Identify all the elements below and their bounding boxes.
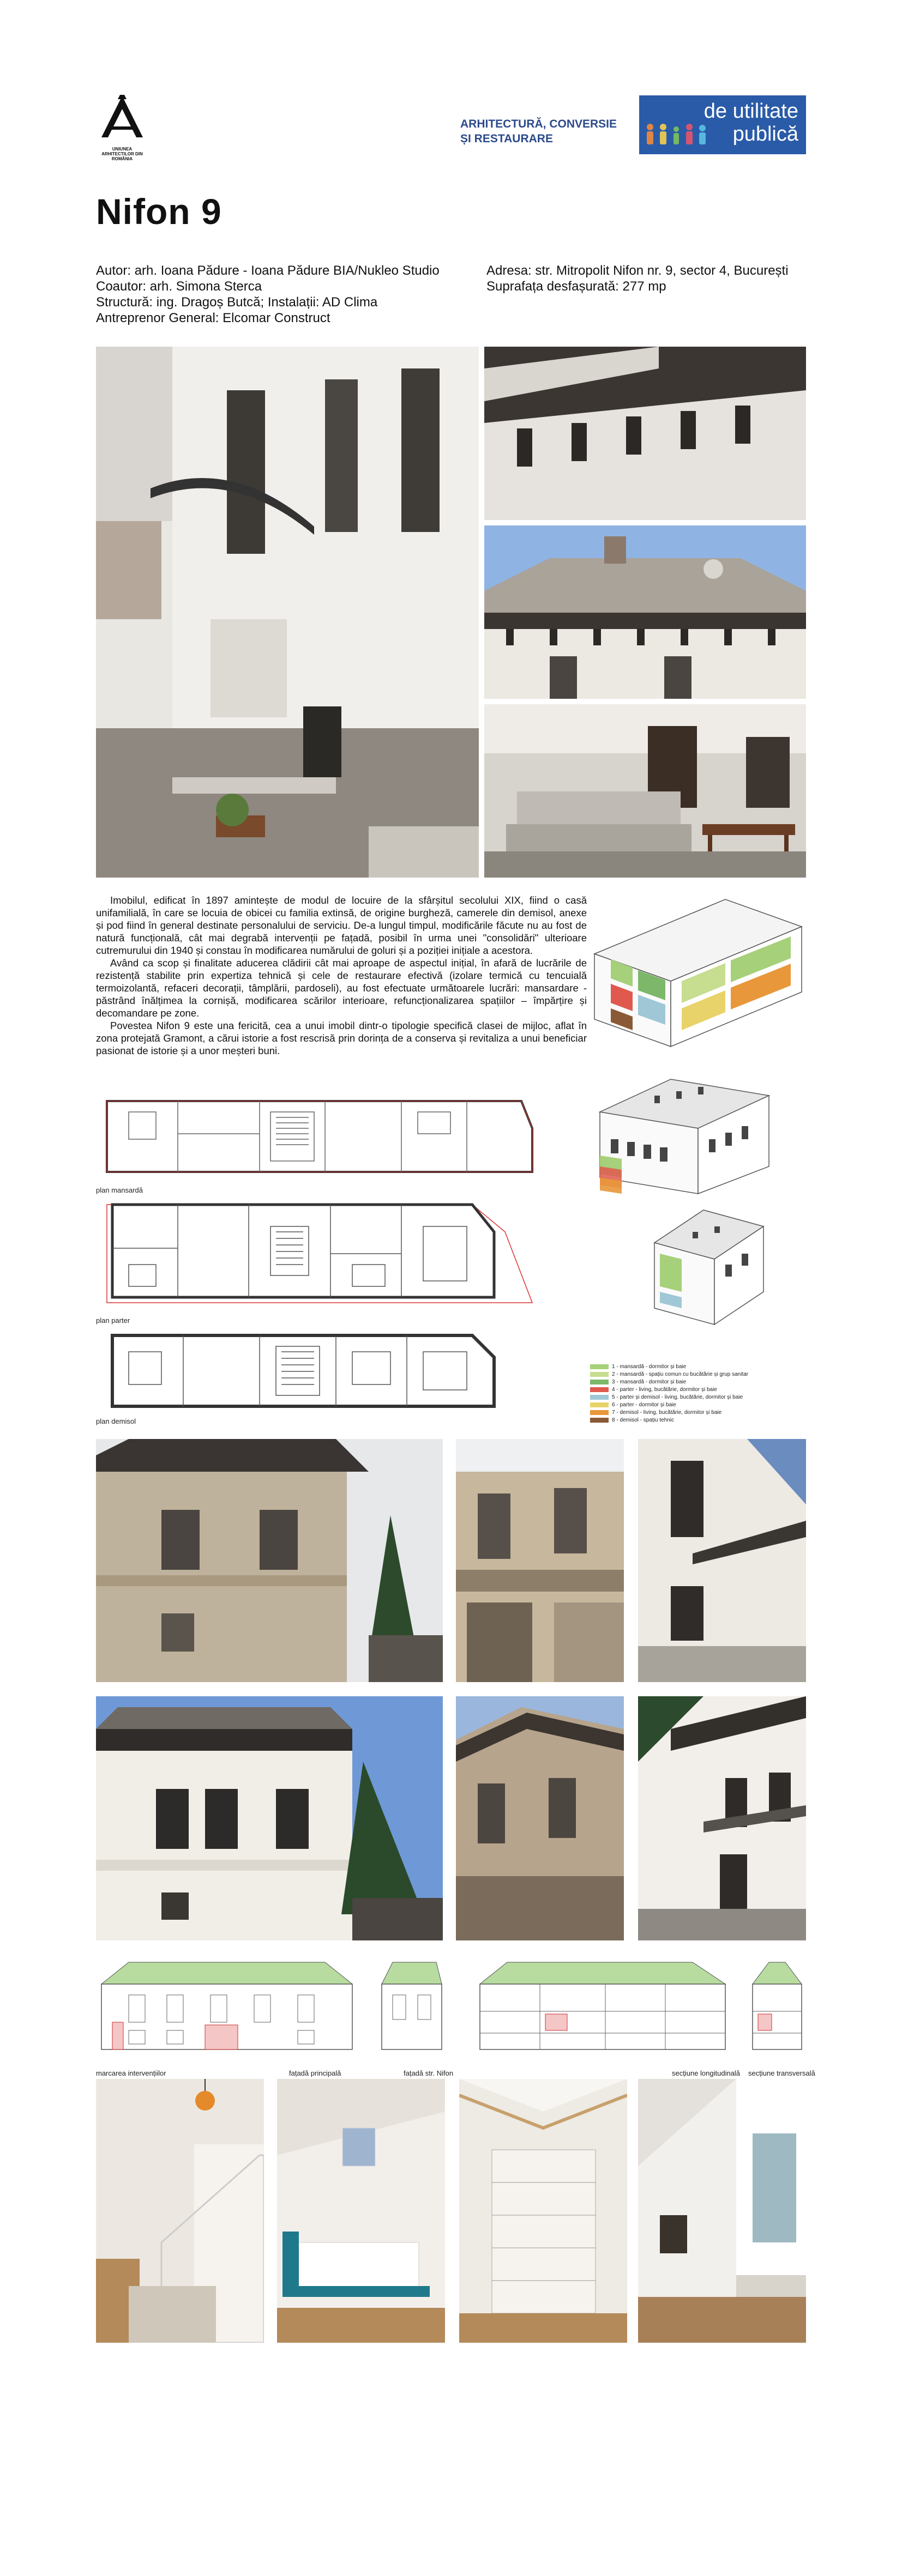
color-legend xyxy=(590,1363,754,1424)
interior-attic-room-photo xyxy=(638,2079,806,2343)
legend-item xyxy=(590,1416,754,1424)
legend-label: 5 - parter și demisol - living, bucătărie, dormitor și baie xyxy=(612,1394,743,1400)
legend-item xyxy=(590,1363,754,1370)
category-label xyxy=(460,117,617,146)
cross-section-label: secțiune transversală xyxy=(748,2069,815,2077)
axonometric-building-diagram xyxy=(589,1063,807,1199)
legend-swatch xyxy=(590,1410,609,1415)
project-credits xyxy=(96,263,440,326)
cornice-detail-photo xyxy=(484,347,806,520)
structure-line: Structură: ing. Dragoș Butcă; Instalații: AD Clima xyxy=(96,295,378,310)
longitudinal-section xyxy=(474,1951,731,2055)
badge-line-1: de utilitate xyxy=(703,100,798,123)
uar-logo xyxy=(96,94,148,161)
attic-floor-plan xyxy=(96,1090,543,1183)
interventions-label: marcarea intervențiilor xyxy=(96,2069,166,2077)
attic-plan-label: plan mansardă xyxy=(96,1186,143,1194)
long-section-label: secțiune longitudinală xyxy=(672,2069,741,2077)
legend-swatch xyxy=(590,1372,609,1377)
interior-shelving-photo xyxy=(459,2079,627,2343)
legend-label: 3 - mansardă - dormitor și baie xyxy=(612,1378,687,1385)
legend-label: 2 - mansardă - spațiu comun cu bucătărie și grup sanitar xyxy=(612,1371,749,1377)
ground-floor-plan xyxy=(96,1194,543,1314)
before-facade-photo xyxy=(96,1439,443,1682)
project-location xyxy=(486,263,789,294)
badge-line-2: publică xyxy=(732,123,798,146)
legend-swatch xyxy=(590,1380,609,1384)
legend-label: 6 - parter - dormitor și baie xyxy=(612,1401,676,1408)
uar-logo-mark xyxy=(96,94,148,143)
side-facade-label: fațadă str. Nifon xyxy=(404,2069,454,2077)
facade-photo-main xyxy=(96,347,479,878)
axonometric-section-diagram xyxy=(589,894,807,1052)
legend-label: 1 - mansardă - dormitor și baie xyxy=(612,1363,687,1370)
coauthor-line: Coautor: arh. Simona Sterca xyxy=(96,279,262,294)
after-facade-photo xyxy=(96,1696,443,1940)
interior-bedroom-photo xyxy=(277,2079,445,2343)
author-line: Autor: arh. Ioana Pădure - Ioana Pădure BIA/Nukleo Studio xyxy=(96,263,440,278)
legend-label: 7 - demisol - living, bucătărie, dormitor și baie xyxy=(612,1409,722,1416)
attic-roof-photo xyxy=(484,525,806,699)
legend-item xyxy=(590,1370,754,1378)
contractor-line: Antreprenor General: Elcomar Construct xyxy=(96,311,330,325)
legend-item xyxy=(590,1401,754,1408)
public-utility-badge xyxy=(639,95,806,154)
interventions-elevation xyxy=(96,1951,358,2055)
axonometric-exploded-diagram xyxy=(644,1199,780,1330)
legend-item xyxy=(590,1393,754,1401)
legend-swatch xyxy=(590,1402,609,1407)
description-paragraph-1: Imobilul, edificat în 1897 amintește de modul de locuire de la sfârșitul secolului XIX, fiind o casă unifamilială, în care se locuia de obicei cu familia extinsă, de origine burgheză, camerele din demisol, anexe și pod fiind în general destinate personalului de serviciu. De-a lungul timpul, modificările făcute nu au fost de natură funcțională, cât mai degrabă intervenții pe fațadă, posibil în urma unei "consolidări" ulterioare cutremurului din 1940 și constau în modificarea numărului de goluri și a poziției inițiale a acestora. xyxy=(96,894,587,956)
main-facade-label: fațadă principală xyxy=(289,2069,341,2077)
basement-floor-plan xyxy=(96,1325,543,1417)
after-side-photo xyxy=(638,1439,806,1682)
legend-item xyxy=(590,1378,754,1386)
before-corner-photo xyxy=(456,1696,624,1940)
side-facade-elevation xyxy=(376,1951,447,2055)
basement-plan-label: plan demisol xyxy=(96,1417,136,1425)
legend-swatch xyxy=(590,1364,609,1369)
address-line: Adresa: str. Mitropolit Nifon nr. 9, sector 4, București xyxy=(486,263,789,278)
description-paragraph-2: Având ca scop și finalitate aducerea clădirii cât mai aproape de aspectul inițial, în afară de lucrările de rezistență stabilite prin expertiza tehnică și cele de restaurare efectivă (izolare termică cu tencuială termoizolantă, refaceri decorații, tâmplării, pardoseli), au fost efectuate următoarele lucrări: mansardare - păstrând înălțimea la cornișă, modificarea scărilor interioare, refuncționalizarea spațiilor – împărțire și decomandare pe zone. xyxy=(96,957,587,1019)
category-line-2: ȘI RESTAURARE xyxy=(460,132,553,145)
legend-swatch xyxy=(590,1387,609,1392)
description-paragraph-3: Povestea Nifon 9 este una fericită, cea a unui imobil dintr-o tipologie specifică clasei de mijloc, aflat în zona protejată Gramont, a cărui istorie a fost rescrisă prin dorința de a conserva și revitaliza a unui beneficiar pasionat de istorie și a unor meșteri buni. xyxy=(96,1020,587,1056)
legend-swatch xyxy=(590,1418,609,1423)
legend-label: 8 - demisol - spațiu tehnic xyxy=(612,1417,674,1423)
ground-plan-label: plan parter xyxy=(96,1316,130,1325)
legend-label: 4 - parter - living, bucătărie, dormitor și baie xyxy=(612,1386,717,1393)
cross-section xyxy=(747,1951,807,2055)
project-title: Nifon 9 xyxy=(96,191,222,232)
project-description xyxy=(96,894,587,1057)
area-line: Suprafața desfașurată: 277 mp xyxy=(486,279,666,294)
before-side-photo xyxy=(456,1439,624,1682)
entrance-steps-photo xyxy=(484,704,806,878)
after-corner-photo xyxy=(638,1696,806,1940)
legend-item xyxy=(590,1408,754,1416)
legend-item xyxy=(590,1386,754,1393)
category-line-1: ARHITECTURĂ, CONVERSIE xyxy=(460,118,617,130)
logo-caption: UNIUNEA ARHITECTILOR DIN ROMÂNIA xyxy=(101,147,143,161)
legend-swatch xyxy=(590,1395,609,1400)
interior-staircase-photo xyxy=(96,2079,264,2343)
